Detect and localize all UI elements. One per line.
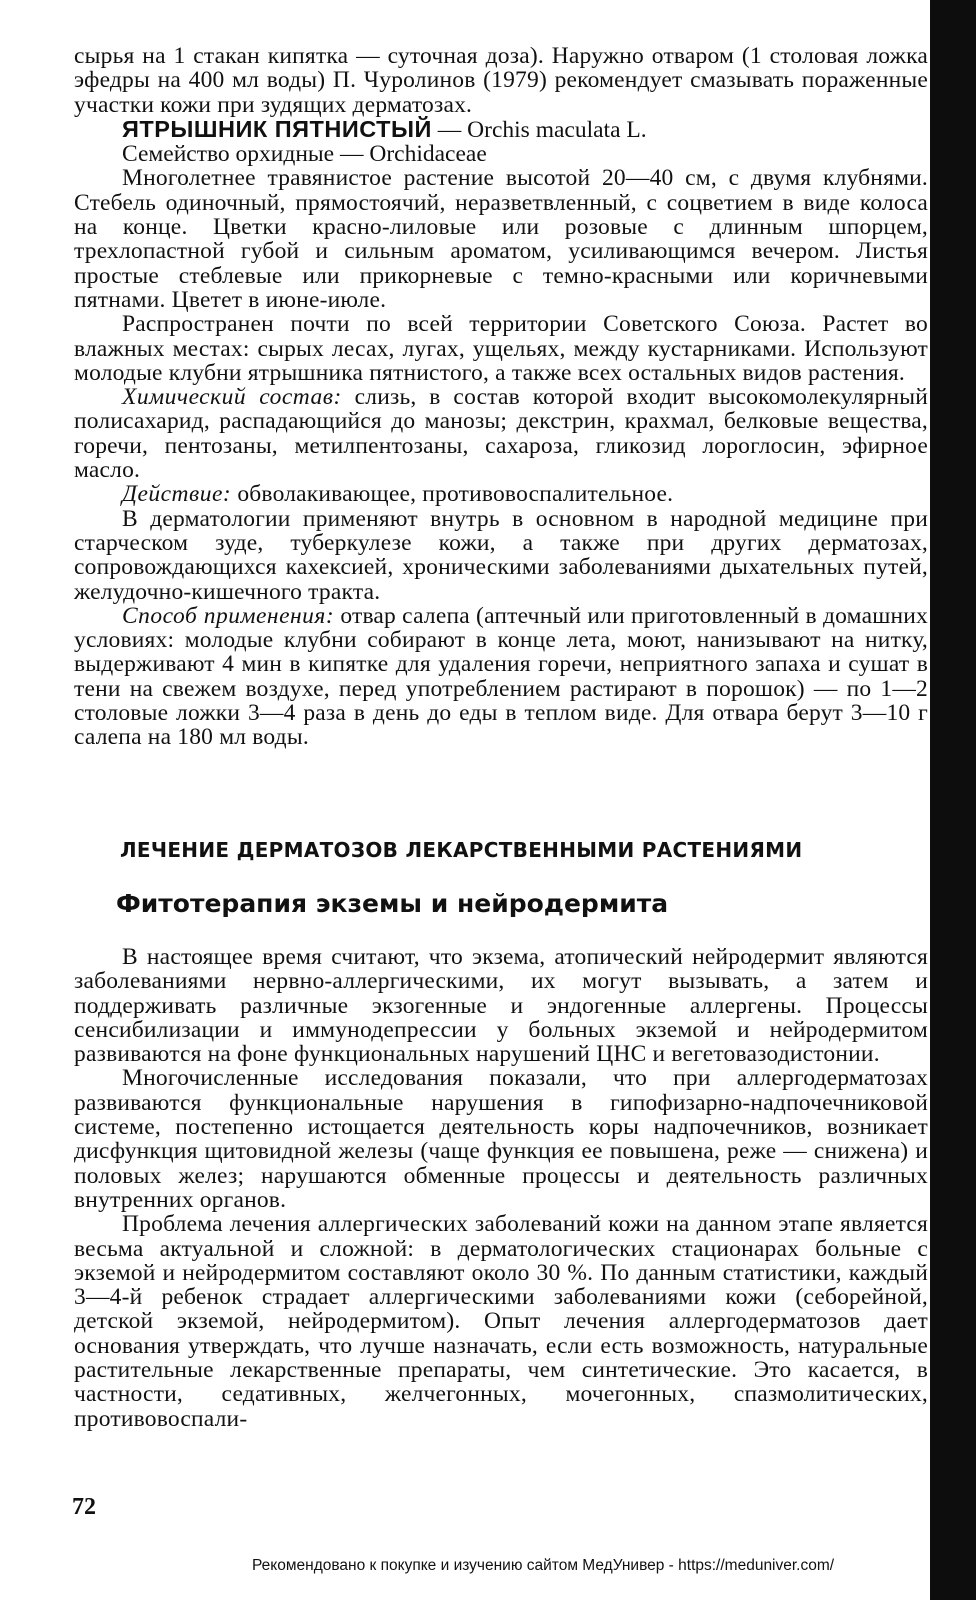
plant-family: Семейство орхидные — Orchidaceae	[122, 141, 487, 168]
upper-text-block	[74, 44, 928, 750]
method-lead: Способ применения:	[122, 602, 335, 629]
eczema-paragraph-3: Проблема лечения аллергических заболеваний кожи на данном этапе является весьма актуальной и сложной: в дерматологических стационарах больные с экземой и нейродермитом составляют около 30 %. По данным статистики, каждый 3—4-й ребенок страдает аллергическими заболеваниями кожи (себорейной, детской экземой, нейродермитом). Опыт лечения аллергодерматозов дает основания утверждать, что лучше назначать, если есть возможность, натуральные растительные лекарственные препараты, чем синтетические. Это касается, в частности, седативных, желчегонных, мочегонных, спазмолитических, противовоспали-	[74, 1211, 928, 1432]
method-text: отвар салепа (аптечный или приготовленный в домашних условиях: молодые клубни собирают в конце лета, моют, нанизывают на нитку, выдерживают 4 мин в кипятке для удаления горечи, неприятного запаха и сушат в тени на свежем воздухе, перед употреблением растирают в порошок) — по 1—2 столовые ложки 3—4 раза в день до еды в теплом виде. Для отвара берут 3—10 г салепа на 180 мл воды.	[74, 602, 929, 751]
plant-heading	[74, 117, 928, 142]
chemical-composition-paragraph	[74, 385, 928, 482]
subsection-heading: Фитотерапия экземы и нейродермита	[116, 889, 669, 918]
chemical-composition-text: слизь, в состав которой входит высокомолекулярный полисахарид, распадающийся до манозы; декстрин, крахмал, белковые вещества, горечи, пентозаны, метилпентозаны, сахароза, гликозид лороглосин, эфирное масло.	[74, 384, 928, 484]
plant-name-latin: — Orchis maculata L.	[431, 116, 647, 143]
eczema-paragraph-1: В настоящее время считают, что экзема, атопический нейродермит являются заболеваниями нервно-аллергическими, их могут вызывать, а затем и поддерживать различные экзогенные и эндогенные аллергены. Процессы сенсибилизации и иммунодепрессии у больных экземой и нейродермитом развиваются на фоне функциональных нарушений ЦНС и вегетовазодистонии.	[74, 944, 928, 1068]
section-heading: ЛЕЧЕНИЕ ДЕРМАТОЗОВ ЛЕКАРСТВЕННЫМИ РАСТЕНИЯМИ	[120, 838, 803, 862]
dermatology-paragraph: В дерматологии применяют внутрь в основном в народной медицине при старческом зуде, туберкулезе кожи, а также при других дерматозах, сопровождающихся кахексией, хроническими заболеваниями дыхательных путей, желудочно-кишечного тракта.	[74, 505, 928, 605]
page-number: 72	[72, 1494, 96, 1520]
chemical-composition-lead: Химический состав:	[122, 384, 342, 411]
plant-name-russian: ЯТРЫШНИК ПЯТНИСТЫЙ	[122, 115, 432, 142]
page-binding-edge	[930, 0, 976, 1600]
eczema-paragraph-2: Многочисленные исследования показали, что при аллергодерматозах развиваются функциональные нарушения в гипофизарно-надпочечниковой системе, постепенно истощается деятельность коры надпочечников, возникает дисфункция щитовидной железы (чаще функция ее повышена, реже — снижена) и половых желез; нарушаются обменные процессы и деятельность различных внутренних органов.	[74, 1065, 928, 1213]
description-paragraph: Многолетнее травянистое растение высотой 20—40 см, с двумя клубнями. Стебель одиночный, прямостоячий, неразветвленный, с соцветием в виде колоса на конце. Цветки красно-лиловые или розовые с длинным шпорцем, трехлопастной губой и сильным ароматом, усиливающимся вечером. Листья простые стеблевые или прикорневые с темно-красными или коричневыми пятнами. Цветет в июне-июле.	[74, 165, 928, 313]
action-paragraph	[74, 482, 928, 506]
distribution-paragraph: Распространен почти по всей территории Советского Союза. Растет во влажных местах: сырых лесах, лугах, ущельях, между кустарниками. Используют молодые клубни ятрышника пятнистого, а также всех остальных видов растения.	[74, 311, 928, 386]
lower-text-block	[74, 945, 928, 1431]
action-text: обволакивающее, противовоспалительное.	[231, 481, 674, 508]
footer-recommendation: Рекомендовано к покупке и изучению сайтом МедУнивер - https://meduniver.com/	[252, 1557, 835, 1574]
action-lead: Действие:	[122, 481, 232, 508]
method-paragraph	[74, 604, 928, 750]
intro-paragraph: сырья на 1 стакан кипятка — суточная доза). Наружно отваром (1 столовая ложка эфедры на 400 мл воды) П. Чуролинов (1979) рекомендует смазывать пораженные участки кожи при зудящих дерматозах.	[74, 43, 928, 118]
